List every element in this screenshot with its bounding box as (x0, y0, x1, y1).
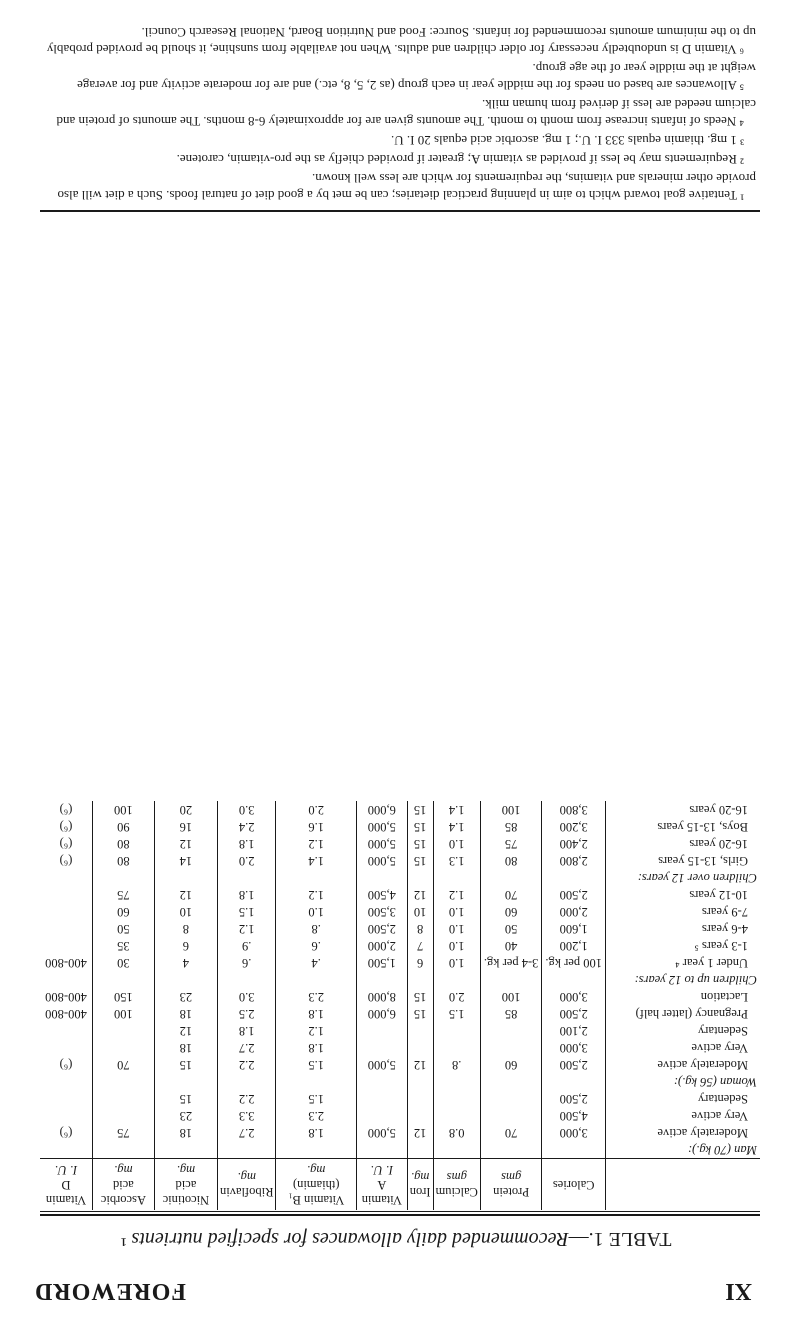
table-cell (40, 920, 92, 937)
header-calcium: Calcium gms (433, 1159, 480, 1211)
table-cell: 0.8 (433, 1124, 480, 1141)
table-row (40, 903, 760, 920)
table-cell: (⁶) (40, 835, 92, 852)
table-cell: 4,500 (356, 886, 407, 903)
table-cell: 15 (154, 1090, 217, 1107)
row-label: 1-3 years ⁵ (694, 939, 748, 953)
table-cell: 3.3 (218, 1107, 276, 1124)
footnote-6: ⁶ Vitamin D is undoubtedly necessary for older children and adults. When not available from sunshine, it should be provided probably up to the minimum amounts recommended for infants. Source: Food and Nutrition Board, National Research Council. (46, 25, 756, 57)
header-protein: Protein gms (480, 1159, 542, 1211)
table-cell (433, 869, 480, 886)
table-cell: 1.4 (433, 818, 480, 835)
table-cell (480, 1039, 542, 1056)
table-cell (92, 1090, 154, 1107)
table-row (40, 1022, 760, 1039)
table-cell: 2.0 (276, 801, 356, 818)
table-cell (356, 1073, 407, 1090)
table-cell (154, 1141, 217, 1159)
table-cell: 50 (480, 920, 542, 937)
row-label: Very active (691, 1109, 748, 1123)
table-row (40, 971, 760, 988)
footnote-3: ³ 1 mg. thiamin equals 333 I. U.; 1 mg. ascorbic acid equals 20 I. U. (390, 133, 744, 148)
table-cell: 3-4 per kg. (480, 954, 542, 971)
table-row (40, 920, 760, 937)
header-vitamin-a: Vitamin A I. U. (356, 1159, 407, 1211)
table-cell (276, 1073, 356, 1090)
table-cell: 8,000 (356, 988, 407, 1005)
table-cell (40, 1141, 92, 1159)
table-cell: 100 (92, 1005, 154, 1022)
table-cell: (⁶) (40, 1124, 92, 1141)
table-cell: 1.4 (433, 801, 480, 818)
table-cell: 1.2 (276, 835, 356, 852)
table-cell (218, 1141, 276, 1159)
table-cell: 2,500 (542, 1056, 606, 1073)
table-cell: .4 (276, 954, 356, 971)
table-cell: 85 (480, 818, 542, 835)
table-cell (92, 1039, 154, 1056)
table-cell (433, 971, 480, 988)
footnote-2: ² Requirements may be less if provided as vitamin A; greater if provided chiefly as the pro-vitamin, carotene. (176, 152, 744, 167)
table-cell: 3.0 (218, 988, 276, 1005)
table-cell (407, 1107, 433, 1124)
row-label: Lactation (700, 990, 748, 1004)
header-nicotinic-acid: Nicotinic acid mg. (154, 1159, 217, 1211)
table-cell: 400-800 (40, 954, 92, 971)
table-cell: 12 (154, 835, 217, 852)
table-cell (480, 1073, 542, 1090)
table-cell (356, 1141, 407, 1159)
table-cell: .6 (276, 937, 356, 954)
running-head (34, 1268, 752, 1304)
table-cell: 1,600 (542, 920, 606, 937)
table-header-row (40, 1159, 760, 1211)
table-cell: (⁶) (40, 801, 92, 818)
table-cell: 10 (154, 903, 217, 920)
table-cell: 40 (480, 937, 542, 954)
table-cell: 3,200 (542, 818, 606, 835)
table-cell: .8 (276, 920, 356, 937)
table-cell: 100 (480, 988, 542, 1005)
table-cell: 80 (480, 852, 542, 869)
table-row (40, 1056, 760, 1073)
table-cell (40, 937, 92, 954)
table-cell: 1.0 (433, 920, 480, 937)
table-cell: 2,000 (542, 903, 606, 920)
table-top-rule (40, 1214, 760, 1216)
table-cell: 16 (154, 818, 217, 835)
table-cell (407, 971, 433, 988)
table-cell: 2.2 (218, 1090, 276, 1107)
caption-title: Recommended daily allowances for specified nutrients (131, 1228, 569, 1250)
table-cell: 400-800 (40, 1005, 92, 1022)
table-cell: (⁶) (40, 1056, 92, 1073)
table-cell (356, 971, 407, 988)
table-cell: 10 (407, 903, 433, 920)
table-cell (480, 1022, 542, 1039)
table-cell: 1.0 (433, 903, 480, 920)
table-row (40, 937, 760, 954)
table-cell: 15 (154, 1056, 217, 1073)
table-cell: 2.7 (218, 1124, 276, 1141)
row-label: Under 1 year ⁴ (675, 956, 748, 970)
table-row (40, 1073, 760, 1090)
row-label: Children over 12 years: (637, 871, 757, 885)
table-cell (218, 971, 276, 988)
row-label: 4-6 years (701, 922, 748, 936)
table-cell (40, 1090, 92, 1107)
table-cell (356, 869, 407, 886)
table-cell: 6 (407, 954, 433, 971)
table-cell: 15 (407, 818, 433, 835)
table-cell: 1.4 (276, 852, 356, 869)
table-cell: 12 (407, 1124, 433, 1141)
table-cell (542, 1141, 606, 1159)
table-cell: 1,200 (542, 937, 606, 954)
table-cell: 2,500 (542, 886, 606, 903)
footnote-5: ⁵ Allowances are based on needs for the middle year in each group (as 2, 5, 8, etc.) and are for moderate activity and for average weight at the middle year of the age group. (77, 61, 756, 93)
table-cell: 1.8 (218, 886, 276, 903)
table-cell: 100 (480, 801, 542, 818)
table-cell: 75 (92, 1124, 154, 1141)
page-folio: XI (725, 1278, 752, 1304)
table-cell: 2,500 (356, 920, 407, 937)
row-label: Man (70 kg.): (687, 1143, 757, 1157)
table-cell: 1.6 (276, 818, 356, 835)
table-row (40, 835, 760, 852)
footnote-4: ⁴ Needs of infants increase from month to month. The amounts given are for approximately 6-8 months. The amounts of protein and calcium needed are less if derived from human milk. (56, 97, 756, 129)
table-cell: 2.5 (218, 1005, 276, 1022)
table-cell: 1.5 (276, 1056, 356, 1073)
header-vitamin-d: Vitamin D I. U. (40, 1159, 92, 1211)
table-cell: 18 (154, 1039, 217, 1056)
header-stub (606, 1159, 761, 1211)
table-cell (40, 1073, 92, 1090)
table-cell: 2.7 (218, 1039, 276, 1056)
table-caption (40, 1227, 752, 1250)
table-cell: 2,500 (542, 1005, 606, 1022)
table-row (40, 801, 760, 818)
table-cell: 6,000 (356, 801, 407, 818)
table-cell (276, 971, 356, 988)
header-thiamin: Vitamin B₁ (thiamin) mg. (276, 1159, 356, 1211)
table-cell: 400-800 (40, 988, 92, 1005)
table-cell: 70 (480, 1124, 542, 1141)
table-cell: 5,000 (356, 818, 407, 835)
table-cell: 23 (154, 1107, 217, 1124)
row-label: 10-12 years (689, 888, 748, 902)
table-row (40, 954, 760, 971)
table-cell: 2,800 (542, 852, 606, 869)
table-cell (407, 1090, 433, 1107)
table-cell: 15 (407, 835, 433, 852)
table-cell: 3,800 (542, 801, 606, 818)
table-row (40, 886, 760, 903)
header-ascorbic-acid: Ascorbic acid mg. (92, 1159, 154, 1211)
table-cell: 60 (480, 1056, 542, 1073)
header-riboflavin: Riboflavin mg. (218, 1159, 276, 1211)
table-cell (433, 1090, 480, 1107)
table-cell: .8 (433, 1056, 480, 1073)
table-cell (407, 1141, 433, 1159)
table-cell: 2,500 (542, 1090, 606, 1107)
table-cell (218, 1073, 276, 1090)
running-title: FOREWORD (34, 1278, 186, 1304)
row-label: Children up to 12 years: (634, 973, 757, 987)
table-cell (407, 1073, 433, 1090)
table-cell: 18 (154, 1005, 217, 1022)
table-cell: 4,500 (542, 1107, 606, 1124)
table-cell: 2.2 (218, 1056, 276, 1073)
table-row (40, 818, 760, 835)
table-cell (433, 1039, 480, 1056)
table-cell: 6 (154, 937, 217, 954)
table-cell (40, 971, 92, 988)
caption-footnote-mark: ¹ (120, 1228, 132, 1250)
table-cell: 2,100 (542, 1022, 606, 1039)
table-cell (40, 1107, 92, 1124)
table-cell: (⁶) (40, 818, 92, 835)
table-cell (407, 1022, 433, 1039)
allowances-table (40, 801, 760, 1210)
table-cell: 3,000 (542, 1124, 606, 1141)
table-cell: .6 (218, 954, 276, 971)
table-cell: 1.5 (433, 1005, 480, 1022)
table-body (40, 801, 760, 1159)
table-cell (40, 1022, 92, 1039)
table-cell: .9 (218, 937, 276, 954)
table-cell: 5,000 (356, 1056, 407, 1073)
table-cell: 1.5 (218, 903, 276, 920)
table-cell: 12 (407, 1056, 433, 1073)
table-cell (542, 971, 606, 988)
table-cell: 2,000 (356, 937, 407, 954)
table-row (40, 1107, 760, 1124)
table-cell (154, 1073, 217, 1090)
table-cell (356, 1090, 407, 1107)
table-cell (433, 1073, 480, 1090)
table-cell (40, 886, 92, 903)
table-cell: 8 (154, 920, 217, 937)
table-cell (356, 1039, 407, 1056)
table-cell: 1.3 (433, 852, 480, 869)
table-cell: 100 per kg. (542, 954, 606, 971)
table-cell (276, 1141, 356, 1159)
table-cell (480, 971, 542, 988)
table-row (40, 1141, 760, 1159)
table-top-rule-thin (40, 1211, 760, 1212)
table-cell (276, 869, 356, 886)
table-cell (40, 1039, 92, 1056)
row-label: Boys, 13-15 years (657, 820, 748, 834)
table-cell: 3,000 (542, 988, 606, 1005)
row-label: Moderately active (657, 1126, 748, 1140)
table-cell: 1.2 (276, 886, 356, 903)
table-cell: 85 (480, 1005, 542, 1022)
table-cell (407, 869, 433, 886)
table-cell (154, 869, 217, 886)
table-cell: 15 (407, 988, 433, 1005)
table-cell (218, 869, 276, 886)
row-label: Sedentary (698, 1024, 748, 1038)
table-cell: 70 (92, 1056, 154, 1073)
table-cell: 5,000 (356, 1124, 407, 1141)
table-cell: 2.0 (218, 852, 276, 869)
row-label: Very active (691, 1041, 748, 1055)
table-cell: 12 (154, 886, 217, 903)
table-cell: 3,000 (542, 1039, 606, 1056)
table-cell: 2.3 (276, 988, 356, 1005)
table-cell: 80 (92, 835, 154, 852)
table-cell: 5,000 (356, 852, 407, 869)
table-cell: 70 (480, 886, 542, 903)
table-bottom-rule (40, 210, 760, 212)
row-label: Sedentary (698, 1092, 748, 1106)
footnote-1: ¹ Tentative goal toward which to aim in planning practical dietaries; can be met by a good diet of natural foods. Such a diet will also provide other minerals and vitamins, the requirements for which are less well known. (57, 171, 756, 203)
table-row (40, 1090, 760, 1107)
table-cell: 75 (480, 835, 542, 852)
table-cell (542, 869, 606, 886)
table-row (40, 1039, 760, 1056)
table-cell (92, 1107, 154, 1124)
table-cell (92, 1073, 154, 1090)
table-cell (92, 1141, 154, 1159)
table-cell: 8 (407, 920, 433, 937)
table-row (40, 869, 760, 886)
table-row (40, 988, 760, 1005)
table-cell: 1.2 (218, 920, 276, 937)
table-cell (154, 971, 217, 988)
table-cell (480, 1090, 542, 1107)
row-label: Woman (56 kg.): (673, 1075, 757, 1089)
header-calories: Calories (542, 1159, 606, 1211)
table-cell: 60 (480, 903, 542, 920)
table-cell: 1.2 (433, 886, 480, 903)
table-cell: 1.0 (433, 937, 480, 954)
table-cell: 50 (92, 920, 154, 937)
table-cell (480, 869, 542, 886)
table-cell: 15 (407, 801, 433, 818)
table-cell: 60 (92, 903, 154, 920)
table-cell (433, 1141, 480, 1159)
table-cell: 1.8 (276, 1124, 356, 1141)
table-cell (92, 971, 154, 988)
table-cell: 2.4 (218, 818, 276, 835)
table-cell: 1.8 (276, 1005, 356, 1022)
table-cell (92, 1022, 154, 1039)
table-cell: 30 (92, 954, 154, 971)
table-cell: 150 (92, 988, 154, 1005)
row-label: Girls, 13-15 years (658, 854, 748, 868)
table-cell: 18 (154, 1124, 217, 1141)
table-cell (40, 903, 92, 920)
table-cell: 80 (92, 852, 154, 869)
table-cell: 20 (154, 801, 217, 818)
footnotes (40, 22, 756, 204)
table-cell: 2.0 (433, 988, 480, 1005)
caption-prefix: TABLE 1.— (568, 1228, 672, 1250)
table-cell (480, 1141, 542, 1159)
table-cell: 1.5 (276, 1090, 356, 1107)
table-cell (433, 1022, 480, 1039)
table-cell: 3.0 (218, 801, 276, 818)
table-cell (356, 1107, 407, 1124)
row-label: 7-9 years (701, 905, 748, 919)
table-cell: 4 (154, 954, 217, 971)
table-cell: 1.8 (276, 1039, 356, 1056)
table-row (40, 1124, 760, 1141)
table-cell: 7 (407, 937, 433, 954)
table-cell: 1.0 (433, 835, 480, 852)
table-row (40, 852, 760, 869)
row-label: Moderately active (657, 1058, 748, 1072)
row-label: Pregnancy (latter half) (635, 1007, 748, 1021)
table-cell (92, 869, 154, 886)
table-cell: 75 (92, 886, 154, 903)
table-cell: 12 (154, 1022, 217, 1039)
table-cell (356, 1022, 407, 1039)
table-cell: 1.0 (433, 954, 480, 971)
table-cell: 14 (154, 852, 217, 869)
table-cell: 1.8 (218, 1022, 276, 1039)
table-cell: 100 (92, 801, 154, 818)
row-label: 16-20 years (689, 803, 748, 817)
row-label: 16-20 years (689, 837, 748, 851)
table-cell: 5,000 (356, 835, 407, 852)
table-cell: 1.0 (276, 903, 356, 920)
table-cell: 1.8 (218, 835, 276, 852)
table-cell: 1,500 (356, 954, 407, 971)
table-cell: 15 (407, 852, 433, 869)
table-cell: 2.3 (276, 1107, 356, 1124)
header-iron: Iron mg. (407, 1159, 433, 1211)
table-cell: 2,400 (542, 835, 606, 852)
table-cell (433, 1107, 480, 1124)
table-cell: 12 (407, 886, 433, 903)
table-cell: 35 (92, 937, 154, 954)
table-cell (407, 1039, 433, 1056)
table-cell (480, 1107, 542, 1124)
table-cell: 6,000 (356, 1005, 407, 1022)
table-cell: 90 (92, 818, 154, 835)
table-cell: 23 (154, 988, 217, 1005)
table-cell: 1.2 (276, 1022, 356, 1039)
table-cell: 3,500 (356, 903, 407, 920)
table-cell: 15 (407, 1005, 433, 1022)
table-row (40, 1005, 760, 1022)
table-cell: (⁶) (40, 852, 92, 869)
table-cell (542, 1073, 606, 1090)
table-cell (40, 869, 92, 886)
